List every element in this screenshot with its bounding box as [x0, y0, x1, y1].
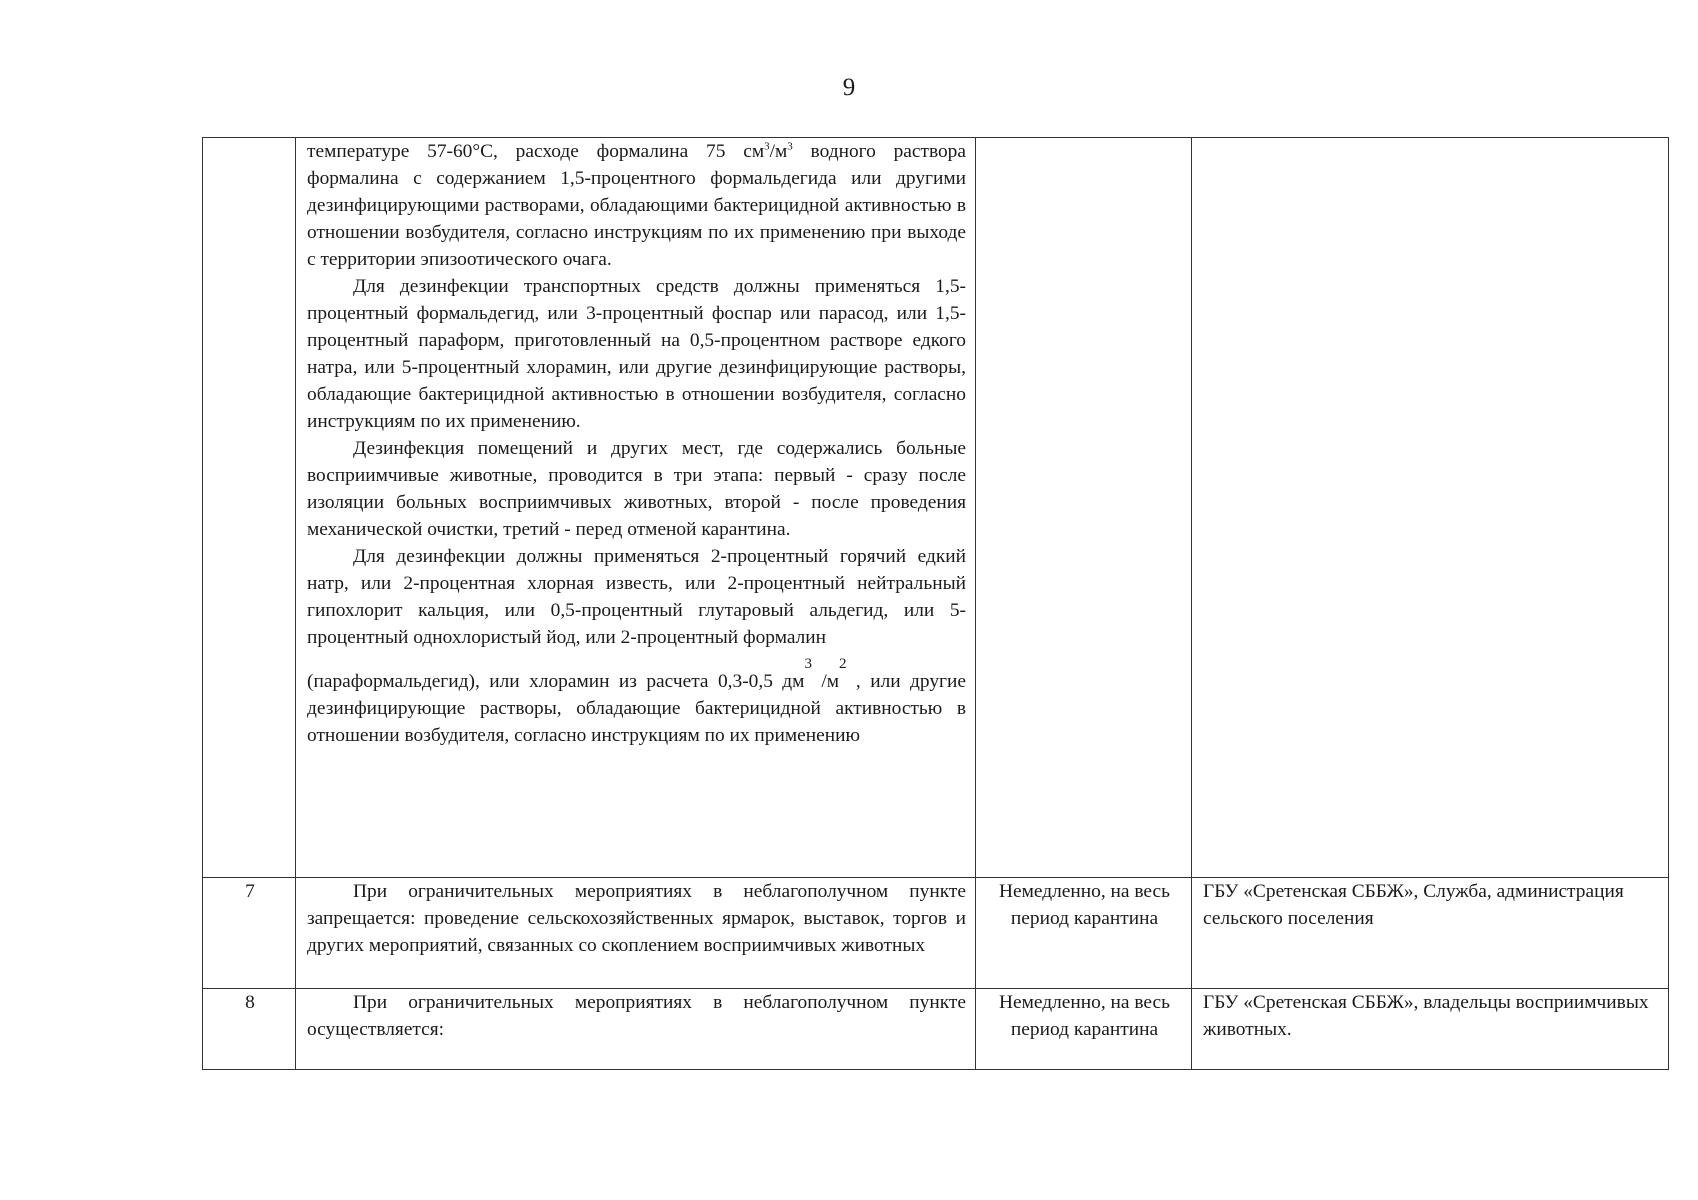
row-number: 8 — [203, 989, 296, 1070]
measures-table — [202, 137, 1669, 1070]
table-row — [203, 878, 1669, 989]
period-cell: Немедленно, на весь период карантина — [976, 878, 1192, 989]
superscript: 2 — [839, 656, 847, 672]
period-cell — [976, 138, 1192, 878]
measure-text — [296, 138, 976, 878]
paragraph: При ограничительных мероприятиях в неблагополучном пункте запрещается: проведение сельскохозяйственных ярмарок, выставок, торгов и других мероприятий, связанных со скоплением восприимчивых животных — [307, 881, 966, 956]
paragraph: Дезинфекция помещений и других мест, где содержались больные восприимчивые животные, проводится в три этапа: первый - сразу после изоляции больных восприимчивых животных, второй - после проведения механической очистки, третий - перед отменой карантина. — [307, 438, 966, 540]
table-row — [203, 989, 1669, 1070]
paragraph — [307, 138, 966, 273]
paragraph-part: (параформальдегид), или хлорамин из расчета 0,3-0,5 дм — [307, 671, 805, 692]
superscript: 3 — [787, 140, 793, 153]
paragraph — [307, 656, 966, 749]
paragraph: Для дезинфекции должны применяться 2-процентный горячий едкий натр, или 2-процентная хлорная известь, или 2-процентный нейтральный гипохлорит кальция, или 0,5-процентный глутаровый альдегид, или 5-процентный однохлористый йод, или 2-процентный формалин — [307, 546, 966, 648]
measure-text — [296, 989, 976, 1070]
row-number: 7 — [203, 878, 296, 989]
paragraph: При ограничительных мероприятиях в неблагополучном пункте осуществляется: — [307, 992, 966, 1040]
paragraph-part: температуре 57-60°С, расходе формалина 75 см — [307, 141, 765, 162]
paragraph-part: /м — [769, 141, 788, 162]
responsible-cell: ГБУ «Сретенская СББЖ», владельцы восприимчивых животных. — [1192, 989, 1669, 1070]
responsible-cell: ГБУ «Сретенская СББЖ», Служба, администрация сельского поселения — [1192, 878, 1669, 989]
row-number — [203, 138, 296, 878]
page-number: 9 — [842, 74, 856, 101]
superscript: 3 — [764, 140, 770, 153]
paragraph-part: водного раствора формалина с содержанием 1,5-процентного формальдегида или другими дезинфицирующими растворами, обладающими бактерицидной активностью в отношении возбудителя, согласно инструкциям по их применению при выходе с территории эпизоотического очага. — [307, 141, 966, 270]
period-cell: Немедленно, на весь период карантина — [976, 989, 1192, 1070]
table-row — [203, 138, 1669, 878]
responsible-cell — [1192, 138, 1669, 878]
paragraph: Для дезинфекции транспортных средств должны применяться 1,5-процентный формальдегид, или 3-процентный фоспар или парасод, или 1,5-процентный параформ, приготовленный на 0,5-процентном растворе едкого натра, или 5-процентный хлорамин, или другие дезинфицирующие растворы, обладающие бактерицидной активностью в отношении возбудителя, согласно инструкциям по их применению. — [307, 276, 966, 432]
paragraph-part: , или другие дезинфицирующие растворы, обладающие бактерицидной активностью в отношении возбудителя, согласно инструкциям по их применению — [307, 671, 966, 746]
paragraph-part: /м — [811, 671, 840, 692]
superscript: 3 — [804, 656, 812, 672]
measure-text — [296, 878, 976, 989]
